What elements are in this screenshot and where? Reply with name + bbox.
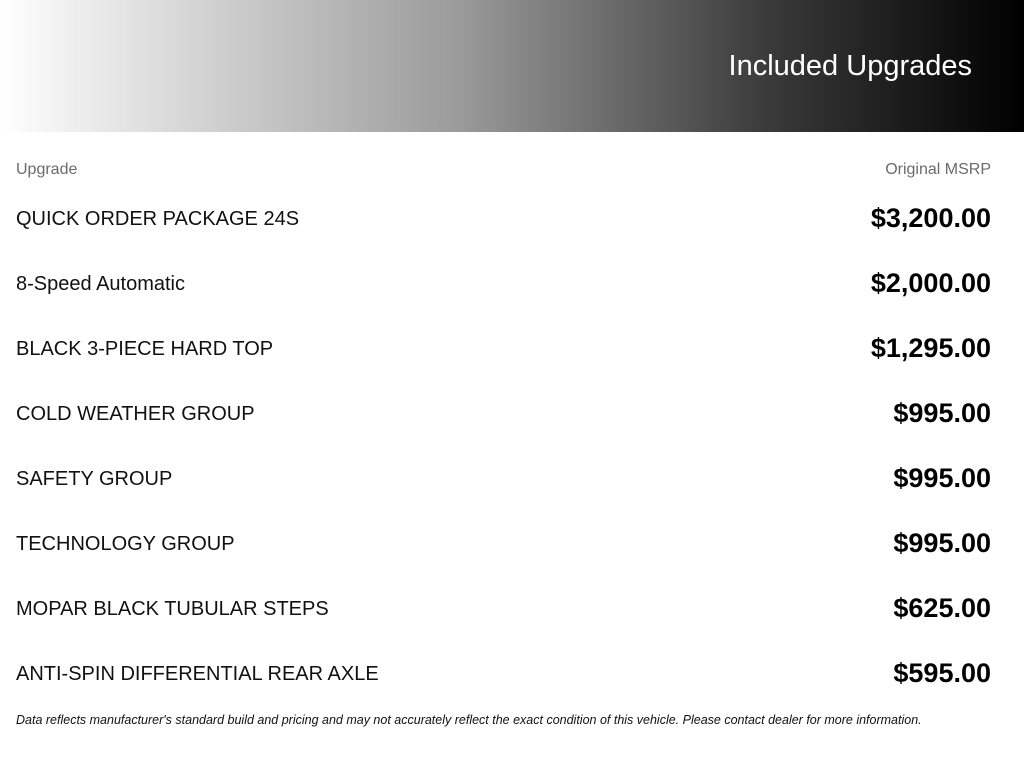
column-header-msrp: Original MSRP [885,161,991,178]
upgrade-row [16,315,991,380]
upgrade-price: $2,000.00 [870,268,991,298]
upgrade-name: BLACK 3-PIECE HARD TOP [16,338,274,360]
upgrade-row [16,250,991,315]
upgrade-price: $995.00 [893,398,991,428]
upgrade-name: QUICK ORDER PACKAGE 24S [16,208,300,230]
upgrade-row [16,185,991,250]
upgrade-name: 8-Speed Automatic [16,273,185,295]
upgrade-row [16,445,991,510]
column-header-upgrade: Upgrade [16,161,78,178]
upgrade-price: $995.00 [893,528,991,558]
upgrade-name: MOPAR BLACK TUBULAR STEPS [16,598,329,620]
upgrades-list [16,185,991,705]
upgrade-price: $995.00 [893,463,991,493]
upgrade-name: COLD WEATHER GROUP [16,403,255,425]
upgrade-name: ANTI-SPIN DIFFERENTIAL REAR AXLE [16,663,379,685]
upgrade-row [16,640,991,705]
upgrade-price: $625.00 [893,593,991,623]
page-title: Included Upgrades [728,50,972,82]
upgrade-row [16,510,991,575]
upgrade-row [16,575,991,640]
disclaimer-text: Data reflects manufacturer's standard build and pricing and may not accurately reflect the exact condition of this vehicle. Please contact dealer for more information. [16,713,922,727]
upgrade-name: SAFETY GROUP [16,468,173,490]
upgrade-price: $3,200.00 [870,203,991,233]
header-banner [0,0,1024,132]
upgrade-name: TECHNOLOGY GROUP [16,533,235,555]
upgrade-row [16,380,991,445]
upgrade-price: $1,295.00 [870,333,991,363]
upgrade-price: $595.00 [893,658,991,688]
